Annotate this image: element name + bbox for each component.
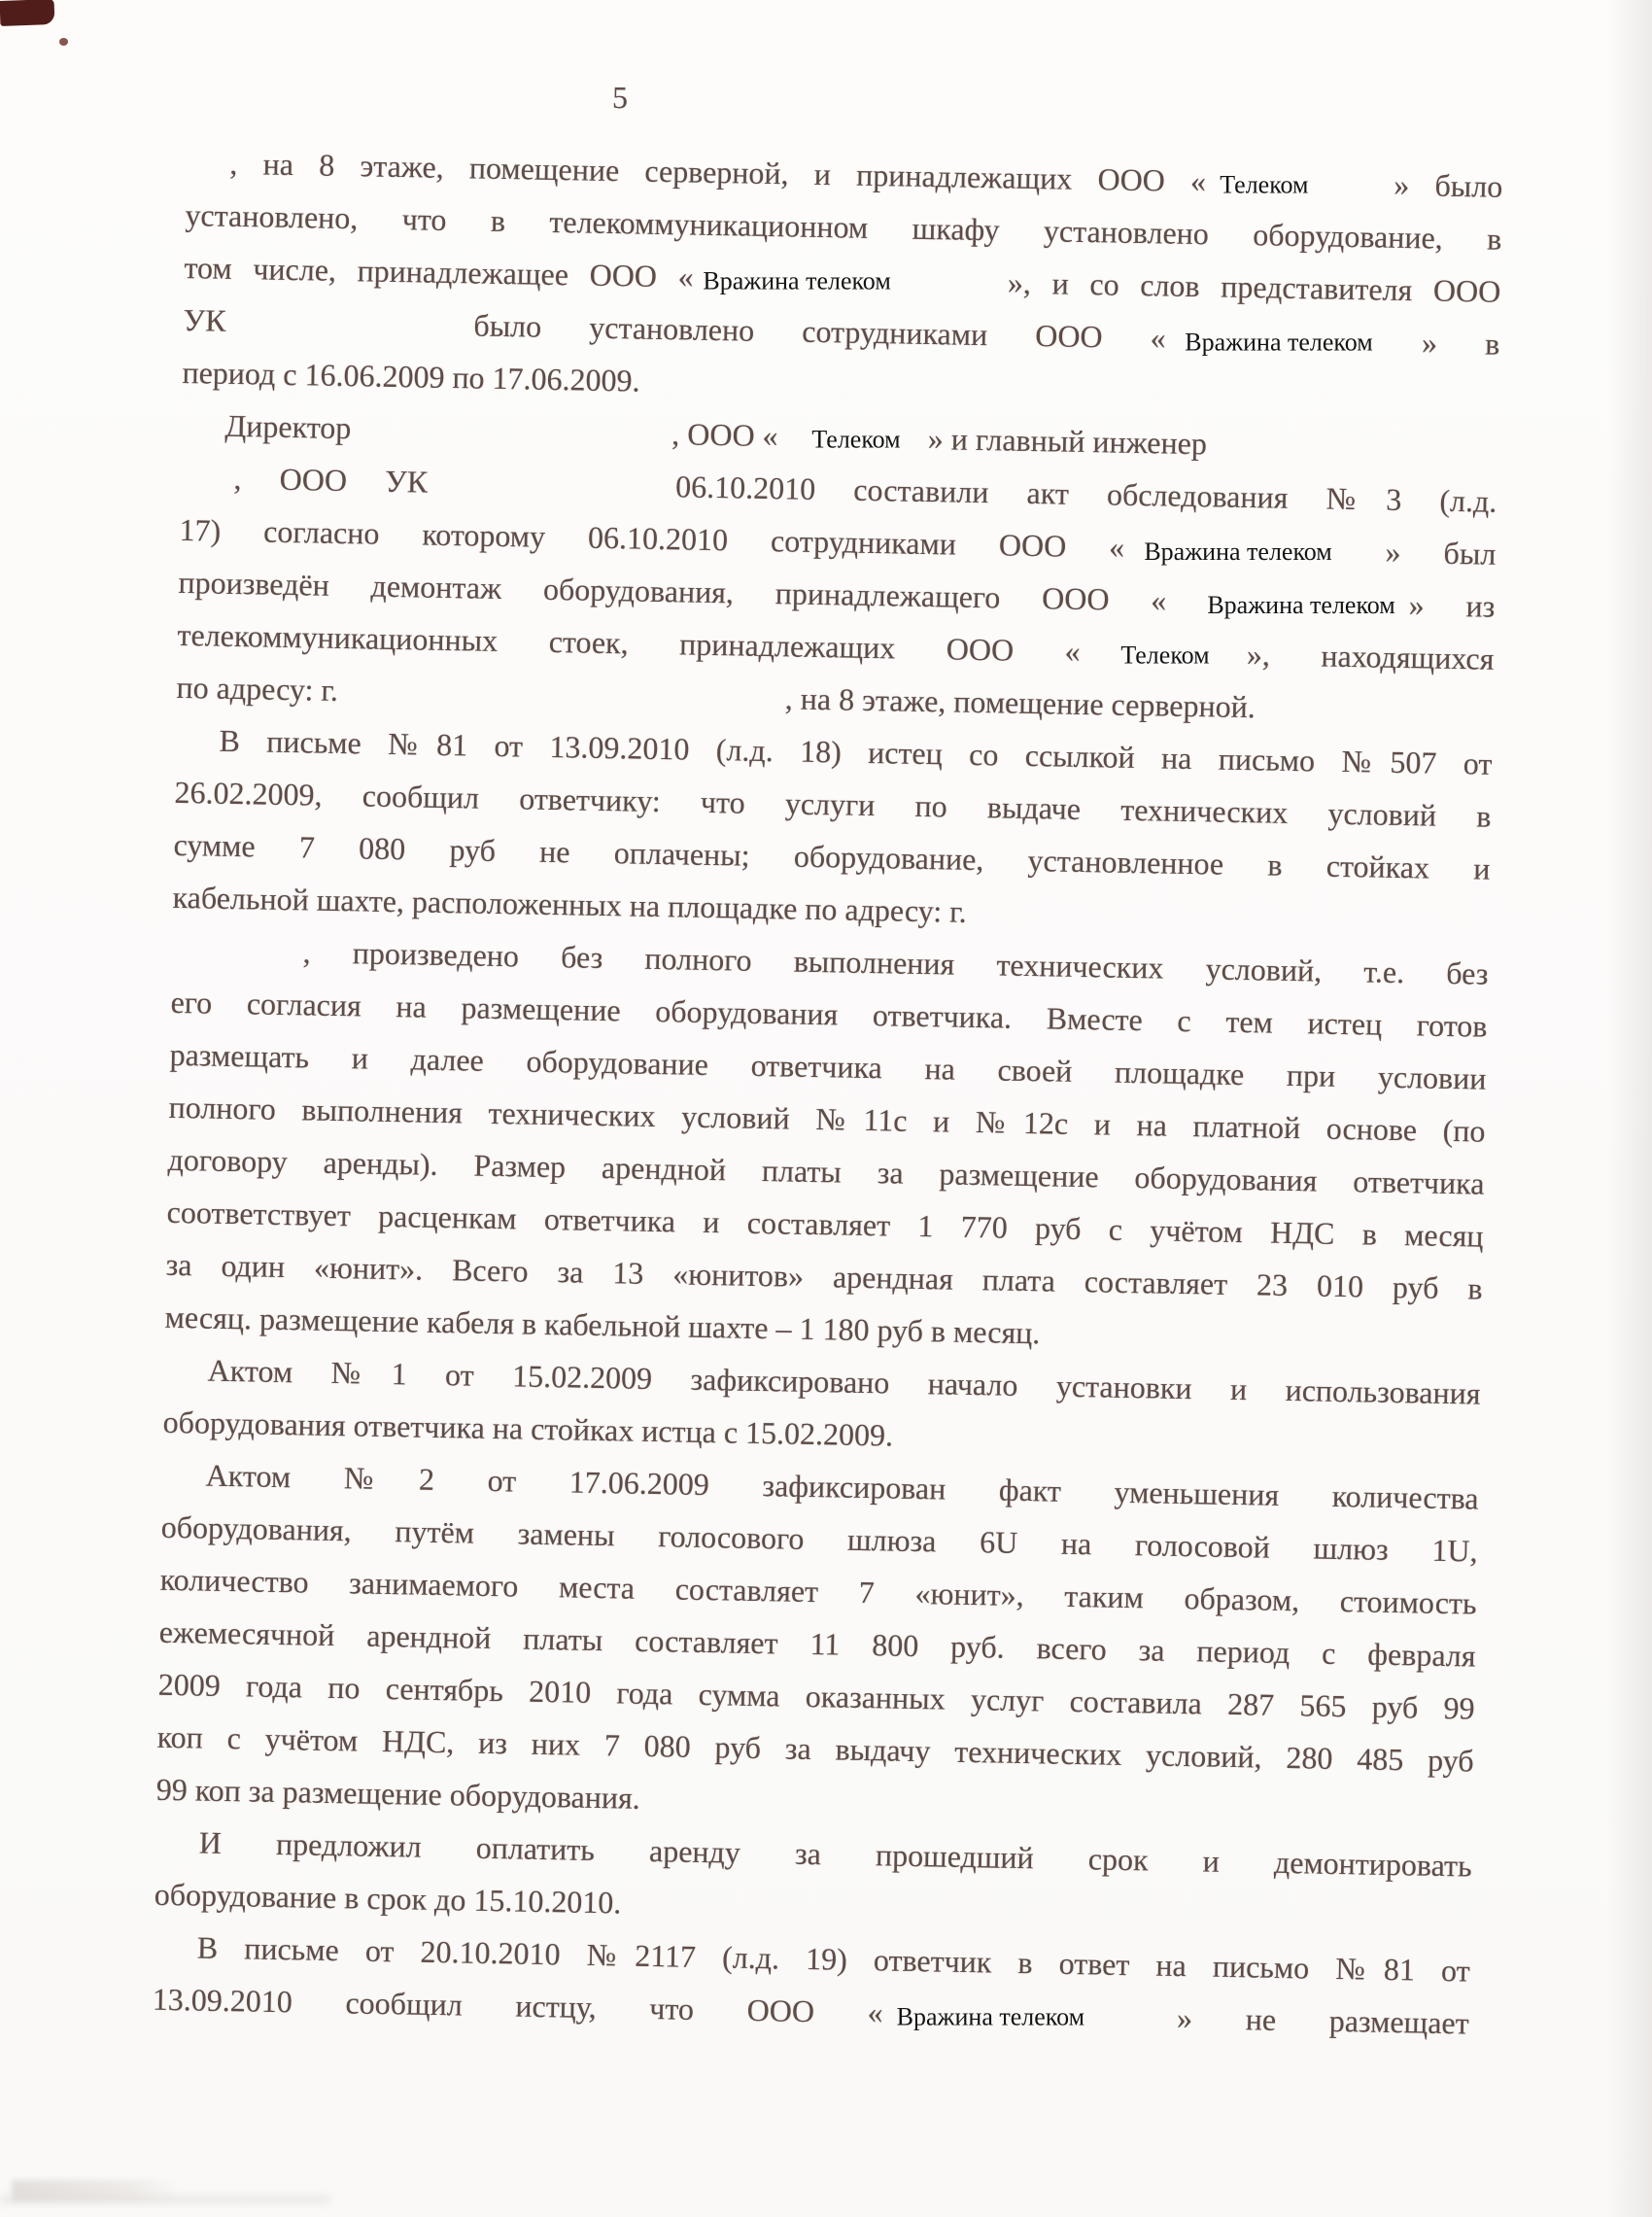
redacted-name-overlay: Вражина телеком [1207,591,1395,620]
redaction-gap [901,447,928,450]
scanned-text-run: количество занимаемого места составляет 7 «юнит», таким образом, стоимость [159,1561,1477,1621]
scanned-text-run: В письме №81 от 13.09.2010 (л.д. 18) истец со ссылкой на письмо №507 от [219,722,1493,781]
redacted-name-overlay: Телеком [1220,170,1309,199]
scanned-text-run: » был [1385,534,1497,572]
scanned-text-run: » и главный инженер [927,421,1208,462]
scanned-text-run: , произведено без полного выполнения технических условий, т.е. без [302,934,1489,991]
scanned-text-run: было установлено сотрудниками ООО « [473,307,1167,356]
redacted-name-overlay: Вражина телеком [703,266,891,295]
redaction-gap [180,486,233,489]
redacted-name-overlay: Телеком [1120,641,1210,670]
scanned-text-run: оборудования, путём замены голосового шлюза 6U на голосовой шлюз 1U, [160,1508,1478,1569]
scanned-text-run: И предложил оплатить аренду за прошедший срок и демонтировать [198,1824,1472,1884]
redaction-gap [883,2021,897,2023]
scanned-text-run: , ООО « [671,416,778,454]
scanned-text-run: » не размещает [1176,2000,1469,2041]
redacted-name-overlay: Вражина телеком [896,2002,1085,2031]
scanned-text-run: » в [1421,325,1500,362]
scanned-text-run: , на 8 этаже, помещение серверной. [784,680,1256,725]
scan-edge-shading [1607,0,1652,2217]
scanned-text-run: месяц. размещение кабеля в кабельной шахте – 1 180 руб в месяц. [164,1299,1041,1351]
redaction-gap [351,436,671,444]
scanned-text-run: », находящихся [1246,637,1495,676]
redaction-gap [225,329,473,336]
scan-corner-artifact [0,0,54,26]
scanned-text-run: оборудование в срок до 15.10.2010. [154,1876,622,1921]
scanned-text-run: Актом №2 от 17.06.2009 зафиксирован факт уменьшения количества [205,1457,1479,1516]
scanned-text-run: Директор [224,407,352,446]
scanned-text-run: по адресу: г. [176,669,339,708]
redaction-gap [1373,350,1422,353]
redaction-gap [171,958,302,962]
scanned-text-run: соответствует расценкам ответчика и составляет 1 770 руб с учётом НДС в месяц [166,1194,1484,1254]
scanned-text-run: » было [1393,166,1503,204]
redaction-gap [693,286,703,288]
page-number: 5 [611,79,629,116]
scanned-text-run: установлено, что в телекоммуникационном шкафу установлено оборудование, в [185,196,1502,257]
scanned-text-run: 99 коп за размещение оборудования. [155,1771,641,1816]
scanned-text-run: произведён демонтаж оборудования, принадлежащего ООО « [178,564,1167,618]
scanned-text-run: В письме от 20.10.2010 №2117 (л.д. 19) ответчик в ответ на письмо №81 от [196,1929,1470,1989]
scanned-text-run: , на 8 этаже, помещение серверной, и принадлежащих ООО « [229,145,1207,199]
scanned-text-run: за один «юнит». Всего за 13 «юнитов» арендная плата составляет 23 010 руб в [165,1246,1483,1306]
text-block [152,136,1502,2050]
redacted-name-overlay: Вражина телеком [1144,537,1332,566]
scanned-text-run: УК [183,301,226,338]
scanned-text-run: полного выполнения технических условий №11с и №12с и на платной основе (по [168,1089,1486,1149]
scanned-text-run: 13.09.2010 сообщил истцу, что ООО « [152,1981,884,2030]
scanned-text-run: сумме 7 080 руб не оплачены; оборудование, установленное в стойках и [173,826,1491,886]
scanned-text-run: его согласия на размещение оборудования ответчика. Вместе с тем истец готов [170,984,1488,1044]
scanned-text-run: кабельной шахте, расположенных на площадке по адресу: г. [172,879,968,929]
redaction-gap [1166,346,1186,348]
scanned-text-run: ежемесячной арендной платы составляет 11 800 руб. всего за период с февраля [158,1613,1476,1674]
scanned-text-run: Актом №1 от 15.02.2009 зафиксировано начало установки и использования [207,1352,1481,1411]
redacted-name-overlay: Вражина телеком [1185,328,1374,357]
redaction-gap [338,699,785,709]
redaction-gap [1124,556,1144,558]
redaction-gap [1206,190,1220,191]
scanned-text-run: телекоммуникационных стоек, принадлежащих ООО « [177,616,1082,669]
redaction-gap [428,491,675,498]
scanned-text-run: том числе, принадлежащее ООО « [184,249,694,294]
scanned-text-run: размещать и далее оборудование ответчика на своей площадке при условии [169,1036,1487,1096]
redaction-gap [777,444,811,447]
scanned-text-run: коп с учётом НДС, из них 7 080 руб за выдачу технических условий, 280 485 руб [156,1718,1474,1779]
redaction-gap [891,289,1008,293]
redaction-gap [1084,2025,1177,2028]
scanned-text-run: 17) согласно которому 06.10.2010 сотрудниками ООО « [179,511,1125,565]
scanned-text-run: » из [1408,587,1496,624]
redaction-gap [1081,660,1121,663]
scanned-text-run: период с 16.06.2009 по 17.06.2009. [182,354,640,398]
redaction-gap [1308,191,1394,195]
scanned-text-run: 26.02.2009, сообщил ответчику: что услуги по выдаче технических условий в [174,774,1492,834]
redaction-gap [1395,613,1409,615]
redaction-gap [1210,662,1247,665]
redaction-gap [1331,560,1385,563]
scanned-text-run: договору аренды). Размер арендной платы за размещение оборудования ответчика [167,1141,1485,1201]
scanned-text-run: , ООО УК [233,460,429,500]
scan-dot-artifact [59,38,68,46]
scanned-text-run: 2009 года по сентябрь 2010 года сумма оказанных услуг составила 287 565 руб 99 [157,1666,1475,1726]
redaction-gap [1166,609,1207,612]
scan-smudge-artifact-2 [0,2195,330,2204]
scanned-text-run: 06.10.2010 составили акт обследования №3 (л.д. [674,468,1497,519]
redacted-name-overlay: Телеком [811,425,901,454]
scanned-text-run: оборудования ответчика на стойках истца с 15.02.2009. [162,1403,894,1453]
scanned-text-run: », и со слов представителя ООО [1007,264,1501,309]
